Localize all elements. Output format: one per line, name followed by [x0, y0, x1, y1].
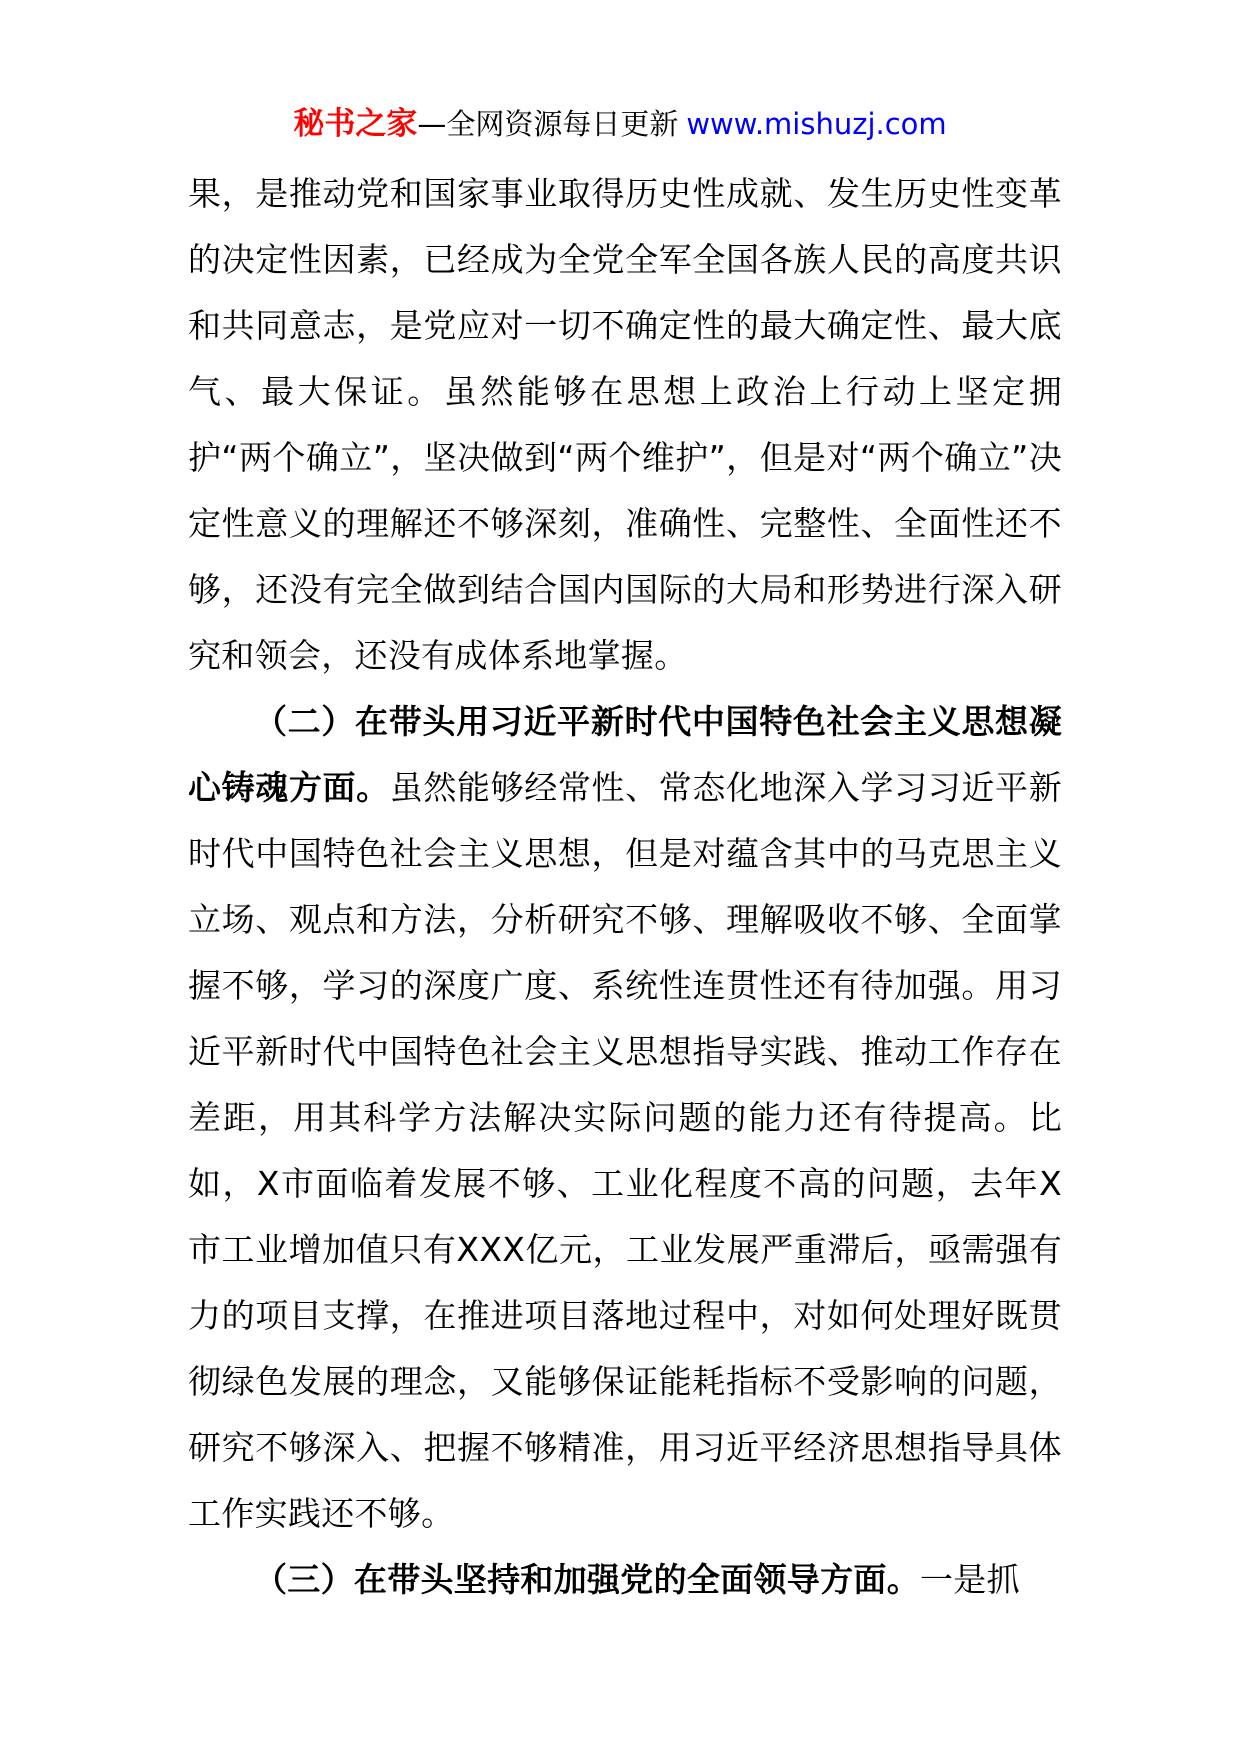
paragraph	[188, 161, 1062, 689]
header-brand: 秘书之家	[293, 106, 418, 142]
section-heading: （二）在带头用习近平新时代中国特色社会主义思想凝心铸魂方面。	[188, 702, 1062, 807]
document-body	[188, 161, 1062, 1613]
page-header	[0, 104, 1240, 144]
paragraph	[188, 689, 1062, 1547]
header-url-link[interactable]: www.mishuzj.com	[686, 107, 947, 141]
section-heading: （三）在带头坚持和加强党的全面领导方面。	[254, 1560, 920, 1599]
paragraph	[188, 1547, 1062, 1613]
paragraph-text: 果，是推动党和国家事业取得历史性成就、发生历史性变革的决定性因素，已经成为全党全军全国各族人民的高度共识和共同意志，是党应对一切不确定性的最大确定性、最大底气、最大保证。虽然能够在思想上政治上行动上坚定拥护“两个确立”，坚决做到“两个维护”，但是对“两个确立”决定性意义的理解还不够深刻，准确性、完整性、全面性还不够，还没有完全做到结合国内国际的大局和形势进行深入研究和领会，还没有成体系地掌握。	[188, 174, 1062, 675]
header-tagline: —全网资源每日更新	[417, 107, 679, 141]
paragraph-text: 虽然能够经常性、常态化地深入学习习近平新时代中国特色社会主义思想，但是对蕴含其中的马克思主义立场、观点和方法，分析研究不够、理解吸收不够、全面掌握不够，学习的深度广度、系统性连贯性还有待加强。用习近平新时代中国特色社会主义思想指导实践、推动工作存在差距，用其科学方法解决实际问题的能力还有待提高。比如，X市面临着发展不够、工业化程度不高的问题，去年X市工业增加值只有XXX亿元，工业发展严重滞后，亟需强有力的项目支撑，在推进项目落地过程中，对如何处理好既贯彻绿色发展的理念，又能够保证能耗指标不受影响的问题，研究不够深入、把握不够精准，用习近平经济思想指导具体工作实践还不够。	[188, 768, 1062, 1533]
paragraph-text: 一是抓	[920, 1560, 1020, 1599]
